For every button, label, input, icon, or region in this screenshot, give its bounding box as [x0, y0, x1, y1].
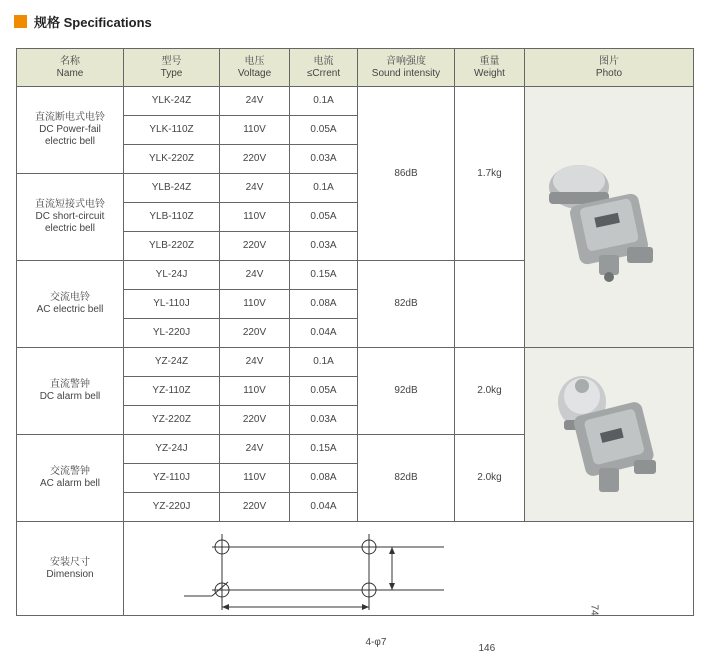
current-cell: 0.15A [290, 435, 358, 464]
voltage-cell: 220V [220, 145, 290, 174]
header-sound: 音响强度 Sound intensity [358, 49, 455, 87]
header-photo: 图片 Photo [525, 49, 694, 87]
product-name: 交流警钟 AC alarm bell [17, 435, 124, 522]
header-name: 名称 Name [17, 49, 124, 87]
product-name: 直流警钟 DC alarm bell [17, 348, 124, 435]
header-current: 电流 ≤Crrent [290, 49, 358, 87]
current-cell: 0.15A [290, 261, 358, 290]
type-cell: YZ-110J [124, 464, 220, 493]
current-cell: 0.03A [290, 145, 358, 174]
type-cell: YLK-110Z [124, 116, 220, 145]
weight-cell: 2.0kg [455, 435, 525, 522]
sound-cell: 86dB [358, 87, 455, 261]
table-row [17, 87, 694, 116]
header-type: 型号 Type [124, 49, 220, 87]
header-weight: 重量 Weight [455, 49, 525, 87]
dimension-label: 安装尺寸 Dimension [17, 522, 124, 616]
current-cell: 0.1A [290, 87, 358, 116]
sound-cell: 92dB [358, 348, 455, 435]
voltage-cell: 110V [220, 203, 290, 232]
alarm-bell-image [534, 360, 684, 510]
current-cell: 0.05A [290, 203, 358, 232]
product-name: 直流短接式电铃 DC short-circuit electric bell [17, 174, 124, 261]
voltage-cell: 110V [220, 377, 290, 406]
orange-square-icon [14, 15, 27, 28]
current-cell: 0.03A [290, 232, 358, 261]
height-dimension-label: 74 [588, 603, 600, 616]
mounting-dimension-drawing [124, 522, 594, 615]
voltage-cell: 110V [220, 116, 290, 145]
current-cell: 0.08A [290, 464, 358, 493]
current-cell: 0.03A [290, 406, 358, 435]
voltage-cell: 110V [220, 290, 290, 319]
table-header-row [17, 49, 694, 87]
voltage-cell: 24V [220, 435, 290, 464]
table-row [17, 348, 694, 377]
type-cell: YL-110J [124, 290, 220, 319]
weight-cell [455, 261, 525, 348]
voltage-cell: 24V [220, 174, 290, 203]
type-cell: YLB-220Z [124, 232, 220, 261]
electric-bell-photo [525, 87, 694, 348]
voltage-cell: 220V [220, 406, 290, 435]
current-cell: 0.1A [290, 174, 358, 203]
voltage-cell: 24V [220, 261, 290, 290]
type-cell: YZ-220Z [124, 406, 220, 435]
electric-bell-image [529, 137, 689, 297]
sound-cell: 82dB [358, 261, 455, 348]
type-cell: YZ-110Z [124, 377, 220, 406]
section-header [14, 10, 152, 32]
current-cell: 0.04A [290, 319, 358, 348]
weight-cell: 2.0kg [455, 348, 525, 435]
current-cell: 0.05A [290, 116, 358, 145]
type-cell: YLK-24Z [124, 87, 220, 116]
current-cell: 0.1A [290, 348, 358, 377]
section-title: 规格 Specifications [34, 14, 152, 30]
dimension-row [17, 522, 694, 616]
voltage-cell: 24V [220, 87, 290, 116]
sound-cell: 82dB [358, 435, 455, 522]
alarm-bell-photo [525, 348, 694, 522]
voltage-cell: 220V [220, 232, 290, 261]
specifications-table [16, 48, 694, 654]
voltage-cell: 110V [220, 464, 290, 493]
type-cell: YL-24J [124, 261, 220, 290]
product-name: 交流电铃 AC electric bell [17, 261, 124, 348]
type-cell: YZ-24J [124, 435, 220, 464]
current-cell: 0.05A [290, 377, 358, 406]
type-cell: YLK-220Z [124, 145, 220, 174]
weight-cell: 1.7kg [455, 87, 525, 261]
voltage-cell: 220V [220, 319, 290, 348]
product-name: 直流断电式电铃 DC Power-fail electric bell [17, 87, 124, 174]
header-voltage: 电压 Voltage [220, 49, 290, 87]
current-cell: 0.08A [290, 290, 358, 319]
type-cell: YL-220J [124, 319, 220, 348]
dimension-drawing-cell: 74 146 4-φ7 [124, 522, 694, 616]
voltage-cell: 220V [220, 493, 290, 522]
type-cell: YLB-24Z [124, 174, 220, 203]
current-cell: 0.04A [290, 493, 358, 522]
type-cell: YZ-24Z [124, 348, 220, 377]
type-cell: YLB-110Z [124, 203, 220, 232]
voltage-cell: 24V [220, 348, 290, 377]
type-cell: YZ-220J [124, 493, 220, 522]
